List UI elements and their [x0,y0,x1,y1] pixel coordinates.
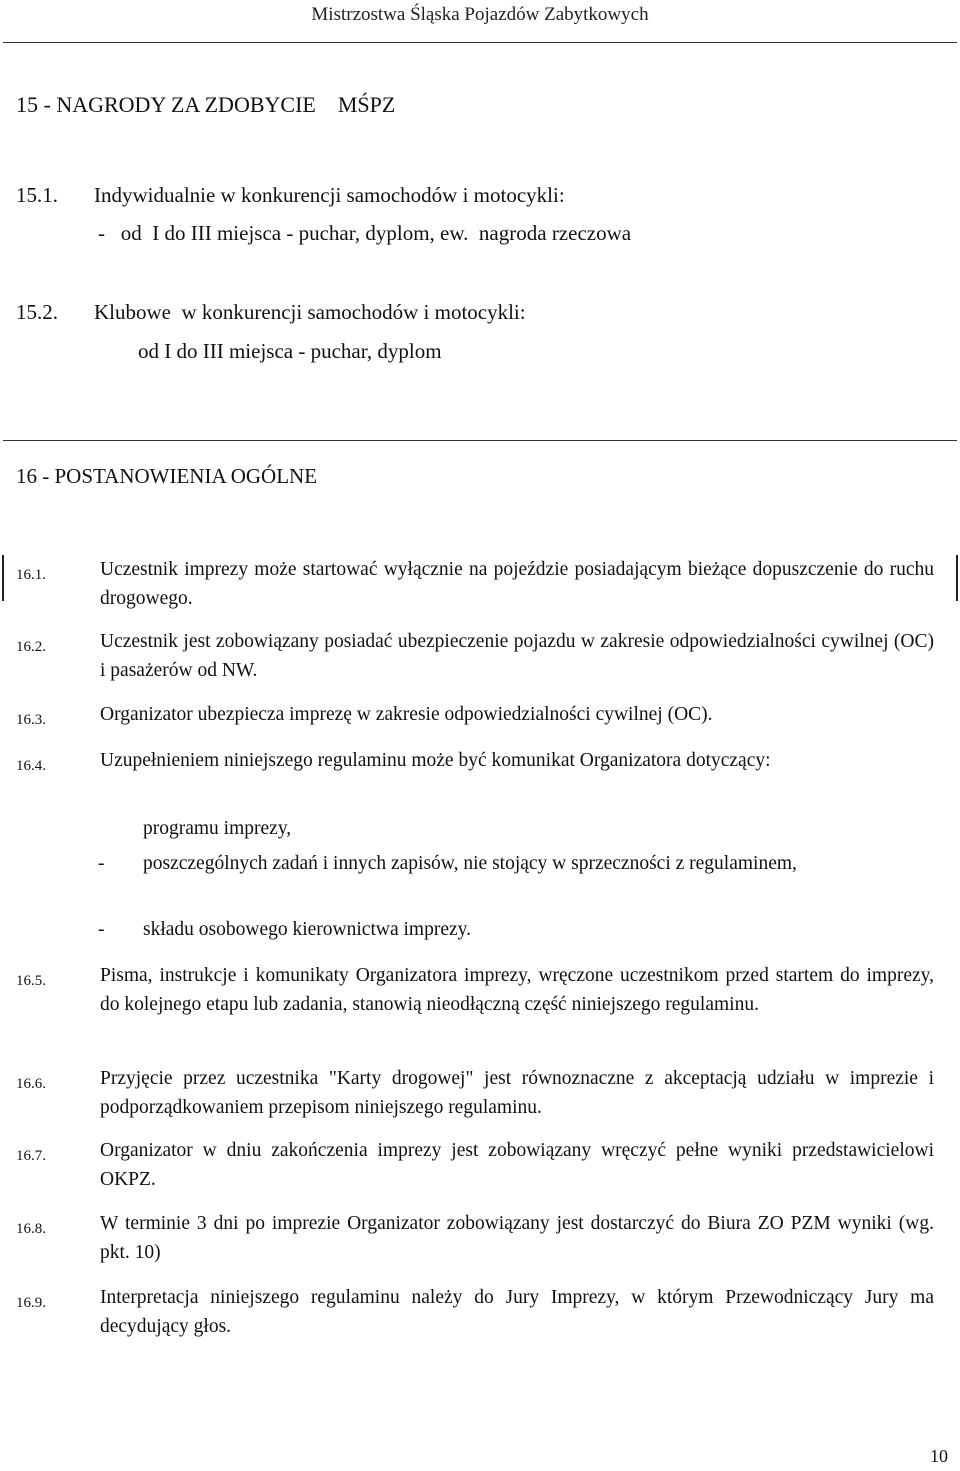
list-item-16-3 [16,700,934,729]
item-number: 16.3. [16,712,46,728]
list-item-16-2 [16,627,934,685]
item-text: Organizator w dniu zakończenia imprezy jest zobowiązany wręczyć pełne wyniki przedstawicielowi OKPZ. [100,1140,934,1190]
list-item-16-5 [16,961,934,1019]
item-number: 16.7. [16,1148,46,1164]
section-16-title: 16 - POSTANOWIENIA OGÓLNE [16,464,318,488]
list-item-16-7 [16,1136,934,1194]
sublist-item [98,849,934,878]
header-divider [3,42,957,43]
item-text: Pisma, instrukcje i komunikaty Organizatora imprezy, wręczone uczestnikom przed startem do imprezy, do kolejnego etapu lub zadania, stanowią nieodłączną część niniejszego regulaminu. [100,965,934,1015]
item-15-2-number: 15.2. [16,300,58,324]
item-text: W terminie 3 dni po imprezie Organizator zobowiązany jest dostarczyć do Biura ZO PZM wyniki (wg. pkt. 10) [100,1213,934,1263]
sublist-item [98,915,934,944]
list-item-16-8 [16,1209,934,1267]
item-text: Uzupełnieniem niniejszego regulaminu może być komunikat Organizatora dotyczący: [100,750,771,771]
list-item-16-9 [16,1283,934,1341]
item-15-1-text: Indywidualnie w konkurencji samochodów i motocykli: [94,183,565,207]
item-15-1-number: 15.1. [16,183,58,207]
change-bar-left [2,555,4,601]
page-number: 10 [930,1446,948,1466]
item-number: 16.6. [16,1076,46,1092]
section-divider [3,440,957,441]
item-number: 16.8. [16,1221,46,1237]
sublist-text: programu imprezy, [143,818,292,839]
item-15-2-subtext: od I do III miejsca - puchar, dyplom [138,339,442,363]
list-item-16-6 [16,1064,934,1122]
item-text: Uczestnik imprezy może startować wyłącznie na pojeździe posiadającym bieżące dopuszczenie do ruchu drogowego. [100,559,934,609]
item-15-1-subtext: - od I do III miejsca - puchar, dyplom, ew. nagroda rzeczowa [98,221,632,245]
item-number: 16.2. [16,639,46,655]
item-number: 16.9. [16,1295,46,1311]
item-text: Interpretacja niniejszego regulaminu należy do Jury Imprezy, w którym Przewodniczący Jury ma decydujący głos. [100,1287,934,1337]
running-header: Mistrzostwa Śląska Pojazdów Zabytkowych [311,4,649,25]
sublist-text: poszczególnych zadań i innych zapisów, nie stojący w sprzeczności z regulaminem, [143,853,797,874]
list-item-16-1 [16,555,934,613]
item-text: Organizator ubezpiecza imprezę w zakresie odpowiedzialności cywilnej (OC). [100,704,713,725]
item-text: Uczestnik jest zobowiązany posiadać ubezpieczenie pojazdu w zakresie odpowiedzialności cywilnej (OC) i pasażerów od NW. [100,631,934,681]
list-dash: - [98,919,105,940]
list-item-16-4 [16,746,934,775]
item-number: 16.1. [16,567,46,583]
item-text: Przyjęcie przez uczestnika "Karty drogowej" jest równoznaczne z akceptacją udziału w imprezie i podporządkowaniem przepisom niniejszego regulaminu. [100,1068,934,1118]
sublist-text: składu osobowego kierownictwa imprezy. [143,919,471,940]
list-dash: - [98,853,105,874]
change-bar-right [956,555,958,601]
item-number: 16.5. [16,973,46,989]
item-number: 16.4. [16,758,46,774]
section-15-title: 15 - NAGRODY ZA ZDOBYCIE MŚPZ [16,92,396,117]
item-15-2-text: Klubowe w konkurencji samochodów i motocykli: [94,300,526,324]
sublist-item [98,814,934,843]
